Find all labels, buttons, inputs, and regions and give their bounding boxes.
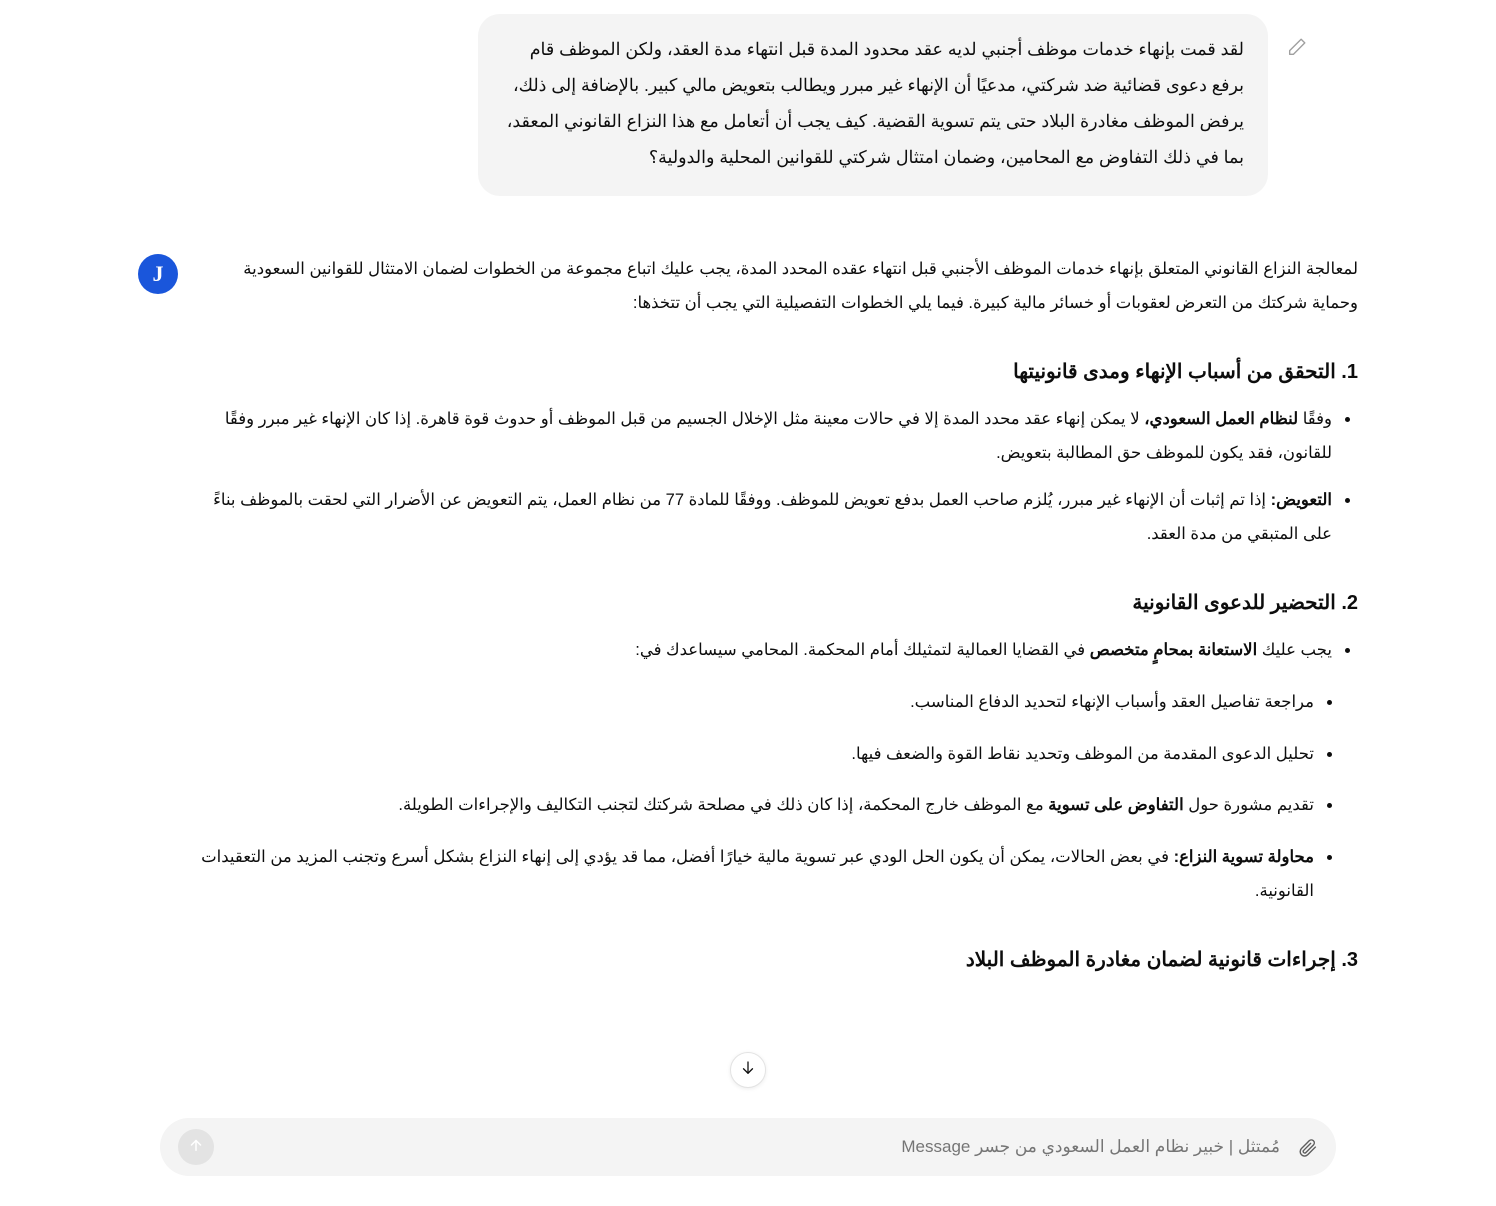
bullet-bold-text: محاولة تسوية النزاع: bbox=[1173, 848, 1314, 867]
avatar: J bbox=[138, 254, 178, 294]
composer-area bbox=[0, 1110, 1496, 1206]
section-heading-1: 1. التحقق من أسباب الإنهاء ومدى قانونيتها bbox=[1013, 360, 1358, 383]
list-item bbox=[200, 686, 1340, 720]
bullet-bold-text: الاستعانة بمحامٍ متخصص bbox=[1089, 641, 1258, 660]
arrow-down-icon bbox=[739, 1059, 757, 1082]
user-message-bubble: لقد قمت بإنهاء خدمات موظف أجنبي لديه عقد محدود المدة قبل انتهاء مدة العقد، ولكن الموظف قام برفع دعوى قضائية ضد شركتي، مدعيًا أن الإنهاء غير مبرر ويطالب بتعويض مالي كبير. بالإضافة إلى ذلك، يرفض الموظف مغادرة البلاد حتى يتم تسوية القضية. كيف يجب أن أتعامل مع هذا النزاع القانوني المعقد، بما في ذلك التفاوض مع المحامين، وضمان امتثال شركتي للقوانين المحلية والدولية؟ bbox=[478, 14, 1268, 196]
bullet-bold-text: لنظام العمل السعودي، bbox=[1144, 409, 1299, 428]
bullet-rest-text: في القضايا العمالية لتمثيلك أمام المحكمة. المحامي سيساعدك في: bbox=[635, 641, 1090, 660]
list-item bbox=[200, 841, 1340, 909]
arrow-up-icon bbox=[187, 1136, 205, 1159]
bullet-rest-text: مع الموظف خارج المحكمة، إذا كان ذلك في مصلحة شركتك لتجنب التكاليف والإجراءات الطويلة. bbox=[398, 796, 1049, 815]
assistant-message-body bbox=[192, 252, 1358, 991]
section-2-bullet-list bbox=[200, 634, 1358, 668]
list-item bbox=[200, 484, 1358, 552]
section-heading-2: 2. التحضير للدعوى القانونية bbox=[1132, 592, 1358, 615]
section-heading-3: 3. إجراءات قانونية لضمان مغادرة الموظف البلاد bbox=[965, 948, 1358, 971]
section-1-bullet-list bbox=[200, 403, 1358, 552]
scroll-to-bottom-button[interactable] bbox=[730, 1052, 766, 1088]
bullet-lead-text: تقديم مشورة حول bbox=[1183, 796, 1314, 815]
bullet-bold-text: التعويض: bbox=[1270, 491, 1332, 510]
pencil-icon[interactable] bbox=[1286, 36, 1308, 58]
list-item bbox=[200, 403, 1358, 471]
bullet-rest-text: في بعض الحالات، يمكن أن يكون الحل الودي عبر تسوية مالية خيارًا أفضل، مما قد يؤدي إلى إنهاء النزاع بشكل أسرع وتجنب المزيد من التعقيدات القانونية. bbox=[201, 848, 1314, 901]
message-input[interactable] bbox=[214, 1137, 1290, 1157]
paperclip-icon[interactable] bbox=[1290, 1130, 1324, 1164]
message-composer[interactable] bbox=[160, 1118, 1336, 1176]
bullet-rest-text: لا يمكن إنهاء عقد محدد المدة إلا في حالات معينة مثل الإخلال الجسيم من قبل الموظف أو حدوث قوة قاهرة. إذا كان الإنهاء غير مبرر وفقًا للقانون، فقد يكون للموظف حق المطالبة بتعويض. bbox=[224, 409, 1332, 462]
bullet-rest-text: إذا تم إثبات أن الإنهاء غير مبرر، يُلزم صاحب العمل بدفع تعويض للموظف. ووفقًا للمادة 77 من نظام العمل، يتم التعويض عن الأضرار التي لحقت بالموظف بناءً على المتبقي من مدة العقد. bbox=[213, 491, 1332, 544]
bullet-lead-text: وفقًا bbox=[1298, 409, 1332, 428]
list-item bbox=[200, 738, 1340, 772]
section-2-sub-bullet-list bbox=[200, 686, 1340, 909]
list-item bbox=[200, 634, 1358, 668]
bullet-lead-text: مراجعة تفاصيل العقد وأسباب الإنهاء لتحديد الدفاع المناسب. bbox=[910, 692, 1314, 711]
user-message-row bbox=[188, 14, 1308, 196]
list-item bbox=[200, 789, 1340, 823]
assistant-intro-paragraph: لمعالجة النزاع القانوني المتعلق بإنهاء خدمات الموظف الأجنبي قبل انتهاء عقده المحدد المدة، يجب عليك اتباع مجموعة من الخطوات لضمان الامتثال للقوانين السعودية وحماية شركتك من التعرض لعقوبات أو خسائر مالية كبيرة. فيما يلي الخطوات التفصيلية التي يجب أن تتخذها: bbox=[243, 259, 1358, 313]
send-button[interactable] bbox=[178, 1129, 214, 1165]
assistant-message-row bbox=[138, 252, 1358, 991]
bullet-lead-text: تحليل الدعوى المقدمة من الموظف وتحديد نقاط القوة والضعف فيها. bbox=[851, 744, 1314, 763]
bullet-lead-text: يجب عليك bbox=[1257, 641, 1332, 660]
bullet-bold-text: التفاوض على تسوية bbox=[1048, 796, 1184, 815]
